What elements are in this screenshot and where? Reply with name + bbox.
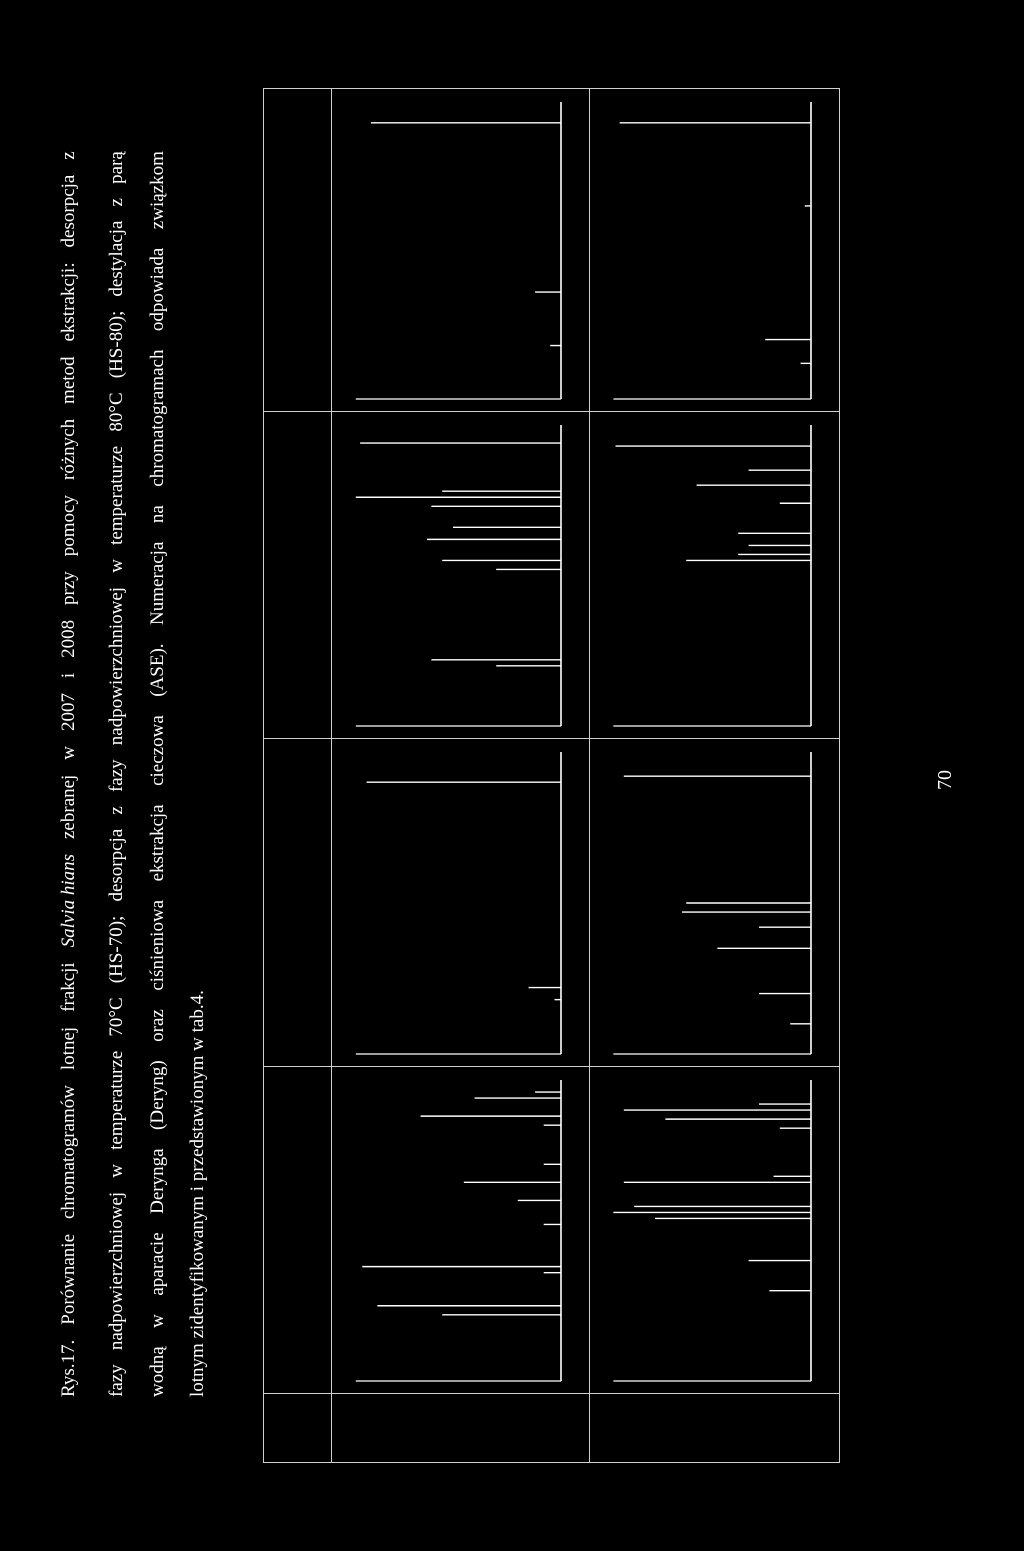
table-divider [263, 1393, 840, 1394]
caption-word: Derynga [147, 1148, 168, 1214]
figure-caption [0, 0, 280, 1551]
caption-line-4: lotnym zidentyfikowanym i przedstawionym w tab.4. [187, 990, 208, 1397]
caption-word: (ASE). [147, 643, 168, 697]
chromatogram-trace [331, 738, 589, 1066]
caption-word: 80°C [106, 392, 127, 432]
caption-word: związkom [147, 151, 168, 230]
table-border-top [263, 88, 264, 1463]
caption-word: oraz [147, 1009, 168, 1042]
chromatogram-trace [331, 1066, 589, 1393]
caption-word: w [58, 745, 79, 760]
caption-word: Salvia hians [58, 853, 79, 948]
caption-word: (HS-80); [106, 310, 127, 379]
chromatogram-row4-col2 [589, 1066, 839, 1393]
caption-word: odpowiada [147, 247, 168, 332]
chromatogram-figure-table [263, 88, 840, 1463]
chromatogram-row2-col1 [331, 411, 589, 738]
chromatogram-trace [589, 411, 839, 738]
table-border-bottom [839, 88, 840, 1463]
table-border-left [263, 1462, 840, 1463]
caption-word: Numeracja [147, 541, 168, 625]
chromatogram-trace [331, 88, 589, 411]
caption-line-3 [147, 151, 169, 1551]
chromatogram-trace [589, 738, 839, 1066]
caption-word: w [106, 1164, 127, 1178]
chromatogram-trace [589, 1066, 839, 1393]
caption-word: metod [58, 356, 79, 404]
chromatogram-trace [589, 88, 839, 411]
caption-word: aparacie [147, 1232, 168, 1296]
caption-word: chromatogramach [147, 349, 168, 487]
caption-word: różnych [58, 418, 79, 481]
chromatogram-row4-col1 [331, 1066, 589, 1393]
caption-word: destylacja [106, 220, 127, 297]
page-number: 70 [934, 770, 956, 790]
chromatogram-trace [331, 411, 589, 738]
chromatogram-row3-col1 [331, 738, 589, 1066]
caption-word: w [147, 1314, 168, 1328]
caption-word: z [106, 198, 127, 207]
caption-word: parą [106, 151, 127, 184]
caption-word: nadpowierzchniowej [106, 1191, 127, 1351]
caption-word: zebranej [58, 774, 79, 839]
caption-word: na [147, 505, 168, 524]
chromatogram-row1-col2 [589, 88, 839, 411]
caption-word: ekstrakcji: [58, 262, 79, 342]
caption-word: pomocy [58, 495, 79, 557]
caption-word: przy [58, 571, 79, 605]
caption-word: fazy [106, 1364, 127, 1397]
caption-word: nadpowierzchniowej [106, 586, 127, 746]
caption-word: (Deryng) [147, 1060, 168, 1130]
caption-word: z [106, 806, 127, 815]
caption-word: Porównanie [58, 1233, 79, 1325]
caption-line-2 [106, 151, 128, 1551]
caption-word: lotnej [58, 1026, 79, 1071]
caption-word: w [106, 559, 127, 573]
chromatogram-row1-col1 [331, 88, 589, 411]
caption-word: frakcji [58, 962, 79, 1012]
caption-word: cieczowa [147, 715, 168, 786]
caption-line-1 [58, 151, 80, 1551]
caption-word: fazy [106, 759, 127, 793]
chromatogram-row2-col2 [589, 411, 839, 738]
caption-word: ciśnieniowa [147, 899, 168, 991]
caption-word: 70°C [106, 997, 127, 1037]
caption-word: (HS-70); [106, 915, 127, 984]
caption-word: temperaturze [106, 1050, 127, 1150]
caption-word: temperaturze [106, 445, 127, 545]
caption-word: i [58, 672, 79, 679]
caption-word: desorpcja [58, 174, 79, 248]
caption-word: chromatogramów [58, 1085, 79, 1220]
caption-word: ekstrakcja [147, 804, 168, 882]
caption-word: 2008 [58, 619, 79, 658]
caption-word: wodną [147, 1346, 168, 1397]
caption-word: Rys.17. [58, 1339, 79, 1397]
chromatogram-row3-col2 [589, 738, 839, 1066]
caption-word: z [58, 151, 79, 160]
caption-word: 2007 [58, 693, 79, 732]
caption-word: desorpcja [106, 828, 127, 902]
